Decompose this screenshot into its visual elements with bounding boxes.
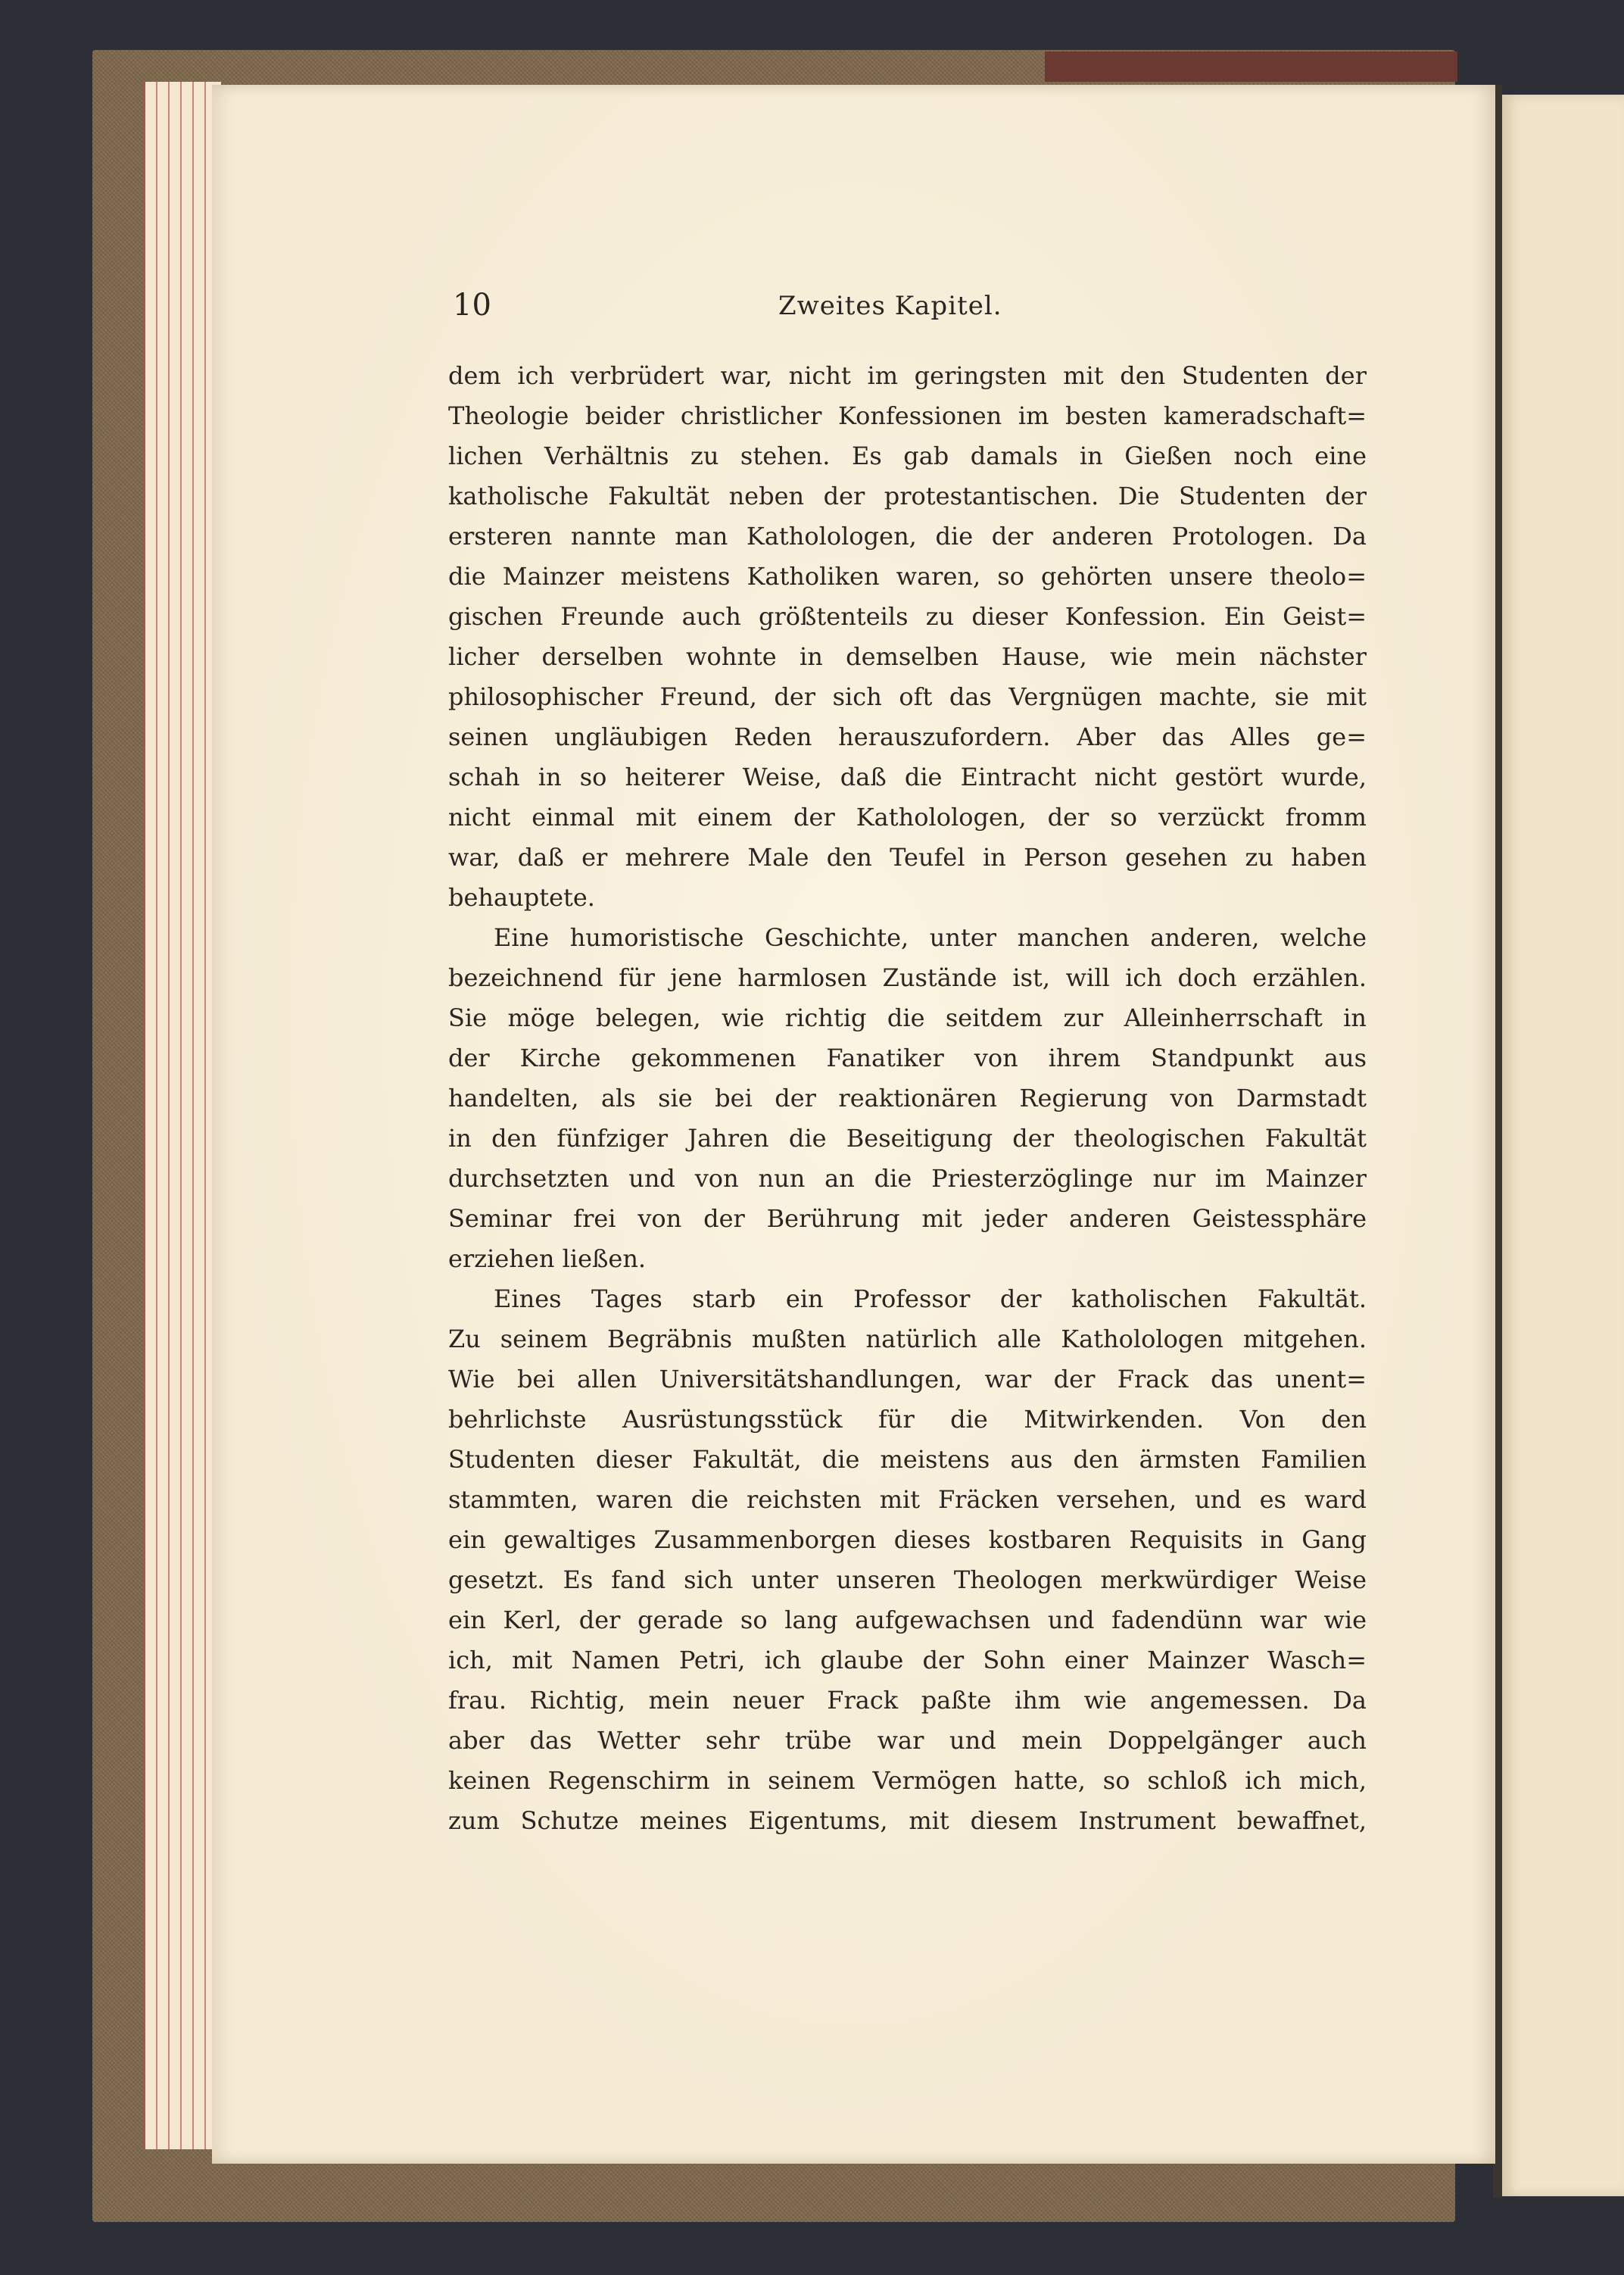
text-line: die Mainzer meistens Katholiken waren, so gehörten unsere theolo= (448, 562, 1367, 591)
page-edge-line (168, 82, 170, 2149)
text-line: ersteren nannte man Katholologen, die der anderen Protologen. Da (448, 522, 1367, 551)
page-edge-line (192, 82, 194, 2149)
text-line: Wie bei allen Universitätshandlungen, war der Frack das unent= (448, 1365, 1367, 1393)
text-line: philosophischer Freund, der sich oft das Vergnügen machte, sie mit (448, 682, 1367, 711)
text-line: seinen ungläubigen Reden herauszufordern. Aber das Alles ge= (448, 722, 1367, 751)
text-line: schah in so heiterer Weise, daß die Eintracht nicht gestört wurde, (448, 763, 1367, 791)
text-line: Studenten dieser Fakultät, die meistens aus den ärmsten Familien (448, 1445, 1367, 1474)
text-line: nicht einmal mit einem der Katholologen, der so verzückt fromm (448, 803, 1367, 832)
running-head: Zweites Kapitel. (778, 291, 1002, 321)
text-line: gesetzt. Es fand sich unter unseren Theologen merkwürdiger Weise (448, 1565, 1367, 1594)
text-line: Theologie beider christlicher Konfessionen im besten kameradschaft= (448, 401, 1367, 430)
page-number: 10 (453, 288, 491, 323)
text-line: Zu seinem Begräbnis mußten natürlich alle Katholologen mitgehen. (448, 1325, 1367, 1353)
page-header (453, 288, 1365, 333)
text-line: katholische Fakultät neben der protestantischen. Die Studenten der (448, 482, 1367, 510)
text-line: dem ich verbrüdert war, nicht im geringsten mit den Studenten der (448, 361, 1367, 390)
text-line: erziehen ließen. (448, 1244, 647, 1273)
page-edge-line (180, 82, 182, 2149)
text-line: zum Schutze meines Eigentums, mit diesem Instrument bewaffnet, (448, 1806, 1367, 1835)
body-text (448, 356, 1367, 1841)
text-line: in den fünfziger Jahren die Beseitigung der theologischen Fakultät (448, 1124, 1367, 1153)
text-line: Seminar frei von der Berührung mit jeder anderen Geistessphäre (448, 1204, 1367, 1233)
text-line: bezeichnend für jene harmlosen Zustände ist, will ich doch erzählen. (448, 963, 1367, 992)
text-line: behrlichste Ausrüstungsstück für die Mitwirkenden. Von den (448, 1405, 1367, 1434)
text-line: keinen Regenschirm in seinem Vermögen hatte, so schloß ich mich, (448, 1766, 1367, 1795)
text-line: behauptete. (448, 883, 595, 912)
text-line: handelten, als sie bei der reaktionären Regierung von Darmstadt (448, 1084, 1367, 1113)
text-line: Eine humoristische Geschichte, unter manchen anderen, welche (494, 923, 1367, 952)
text-line: frau. Richtig, mein neuer Frack paßte ihm wie angemessen. Da (448, 1686, 1367, 1715)
text-line: stammten, waren die reichsten mit Fräcken versehen, und es ward (448, 1485, 1367, 1514)
page-stack (144, 82, 221, 2149)
text-line: der Kirche gekommenen Fanatiker von ihrem Standpunkt aus (448, 1044, 1367, 1072)
page-edge-line (156, 82, 157, 2149)
text-line: durchsetzten und von nun an die Priesterzöglinge nur im Mainzer (448, 1164, 1367, 1193)
facing-page-edge (1501, 95, 1624, 2196)
text-line: licher derselben wohnte in demselben Hause, wie mein nächster (448, 642, 1367, 671)
text-line: ich, mit Namen Petri, ich glaube der Sohn einer Mainzer Wasch= (448, 1646, 1367, 1674)
text-line: lichen Verhältnis zu stehen. Es gab damals in Gießen noch eine (448, 442, 1367, 470)
text-line: Sie möge belegen, wie richtig die seitdem zur Alleinherrschaft in (448, 1003, 1367, 1032)
text-line: ein gewaltiges Zusammenborgen dieses kostbaren Requisits in Gang (448, 1525, 1367, 1554)
cover-edge (1045, 51, 1457, 82)
page-edge-line (204, 82, 206, 2149)
text-line: war, daß er mehrere Male den Teufel in Person gesehen zu haben (448, 843, 1367, 872)
text-line: gischen Freunde auch größtenteils zu dieser Konfession. Ein Geist= (448, 602, 1367, 631)
text-line: ein Kerl, der gerade so lang aufgewachsen und fadendünn war wie (448, 1606, 1367, 1634)
text-line: aber das Wetter sehr trübe war und mein Doppelgänger auch (448, 1726, 1367, 1755)
text-line: Eines Tages starb ein Professor der katholischen Fakultät. (494, 1284, 1367, 1313)
